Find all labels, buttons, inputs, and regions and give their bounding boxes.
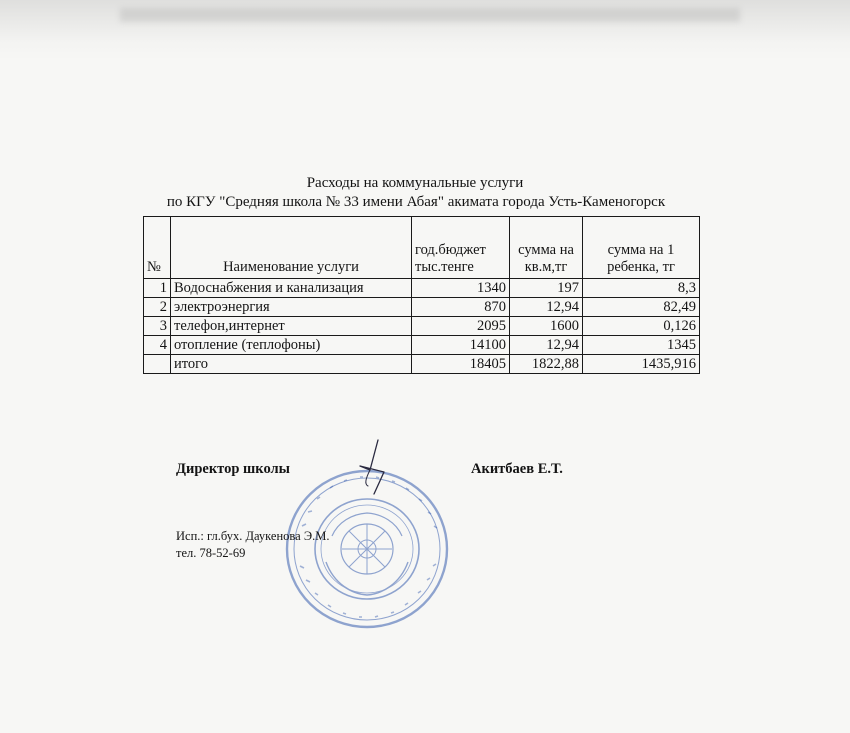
- total-per-child: 1435,916: [583, 355, 700, 374]
- header-annual-budget: [412, 217, 510, 279]
- row-per-child: 82,49: [583, 298, 700, 317]
- row-per-child: 8,3: [583, 279, 700, 298]
- row-number: 4: [144, 336, 171, 355]
- row-per-sqm: 1600: [510, 317, 583, 336]
- header-sqm-line1: сумма на: [518, 242, 574, 258]
- director-title: Директор школы: [176, 461, 290, 477]
- header-budget-line2: тыс.тенге: [415, 259, 474, 275]
- row-per-child: 1345: [583, 336, 700, 355]
- table-row: [144, 279, 700, 298]
- header-child-line2: ребенка, тг: [607, 259, 675, 275]
- row-service-name: электроэнергия: [171, 298, 412, 317]
- row-service-name: Водоснабжения и канализация: [171, 279, 412, 298]
- row-per-sqm: 12,94: [510, 298, 583, 317]
- row-per-sqm: 12,94: [510, 336, 583, 355]
- table-header-row: [144, 217, 700, 279]
- row-number: 1: [144, 279, 171, 298]
- scan-artifact: [120, 8, 740, 22]
- header-per-sqm: [510, 217, 583, 279]
- expenses-table: [143, 216, 700, 374]
- phone-line: тел. 78-52-69: [176, 546, 246, 560]
- row-number: 2: [144, 298, 171, 317]
- document-title: Расходы на коммунальные услуги: [306, 175, 524, 191]
- header-number: №: [144, 217, 171, 279]
- document-subtitle: по КГУ "Средняя школа № 33 имени Абая" акимата города Усть-Каменогорск: [166, 194, 666, 210]
- header-child-line1: сумма на 1: [607, 242, 675, 258]
- header-budget-line1: год.бюджет: [415, 242, 486, 258]
- director-name: Акитбаев Е.Т.: [471, 461, 563, 477]
- table-row: [144, 336, 700, 355]
- row-budget: 14100: [412, 336, 510, 355]
- executor-line: Исп.: гл.бух. Даукенова Э.М.: [176, 529, 330, 543]
- total-budget: 18405: [412, 355, 510, 374]
- row-service-name: телефон,интернет: [171, 317, 412, 336]
- director-signature: [340, 436, 400, 496]
- row-per-sqm: 197: [510, 279, 583, 298]
- row-service-name: отопление (теплофоны): [171, 336, 412, 355]
- row-budget: 870: [412, 298, 510, 317]
- table-total-row: [144, 355, 700, 374]
- row-budget: 1340: [412, 279, 510, 298]
- row-number: 3: [144, 317, 171, 336]
- row-budget: 2095: [412, 317, 510, 336]
- header-sqm-line2: кв.м,тг: [524, 259, 568, 275]
- total-label: итого: [171, 355, 412, 374]
- header-service-name: Наименование услуги: [171, 217, 412, 279]
- total-number: [144, 355, 171, 374]
- table-row: [144, 298, 700, 317]
- total-per-sqm: 1822,88: [510, 355, 583, 374]
- row-per-child: 0,126: [583, 317, 700, 336]
- table-row: [144, 317, 700, 336]
- header-per-child: [583, 217, 700, 279]
